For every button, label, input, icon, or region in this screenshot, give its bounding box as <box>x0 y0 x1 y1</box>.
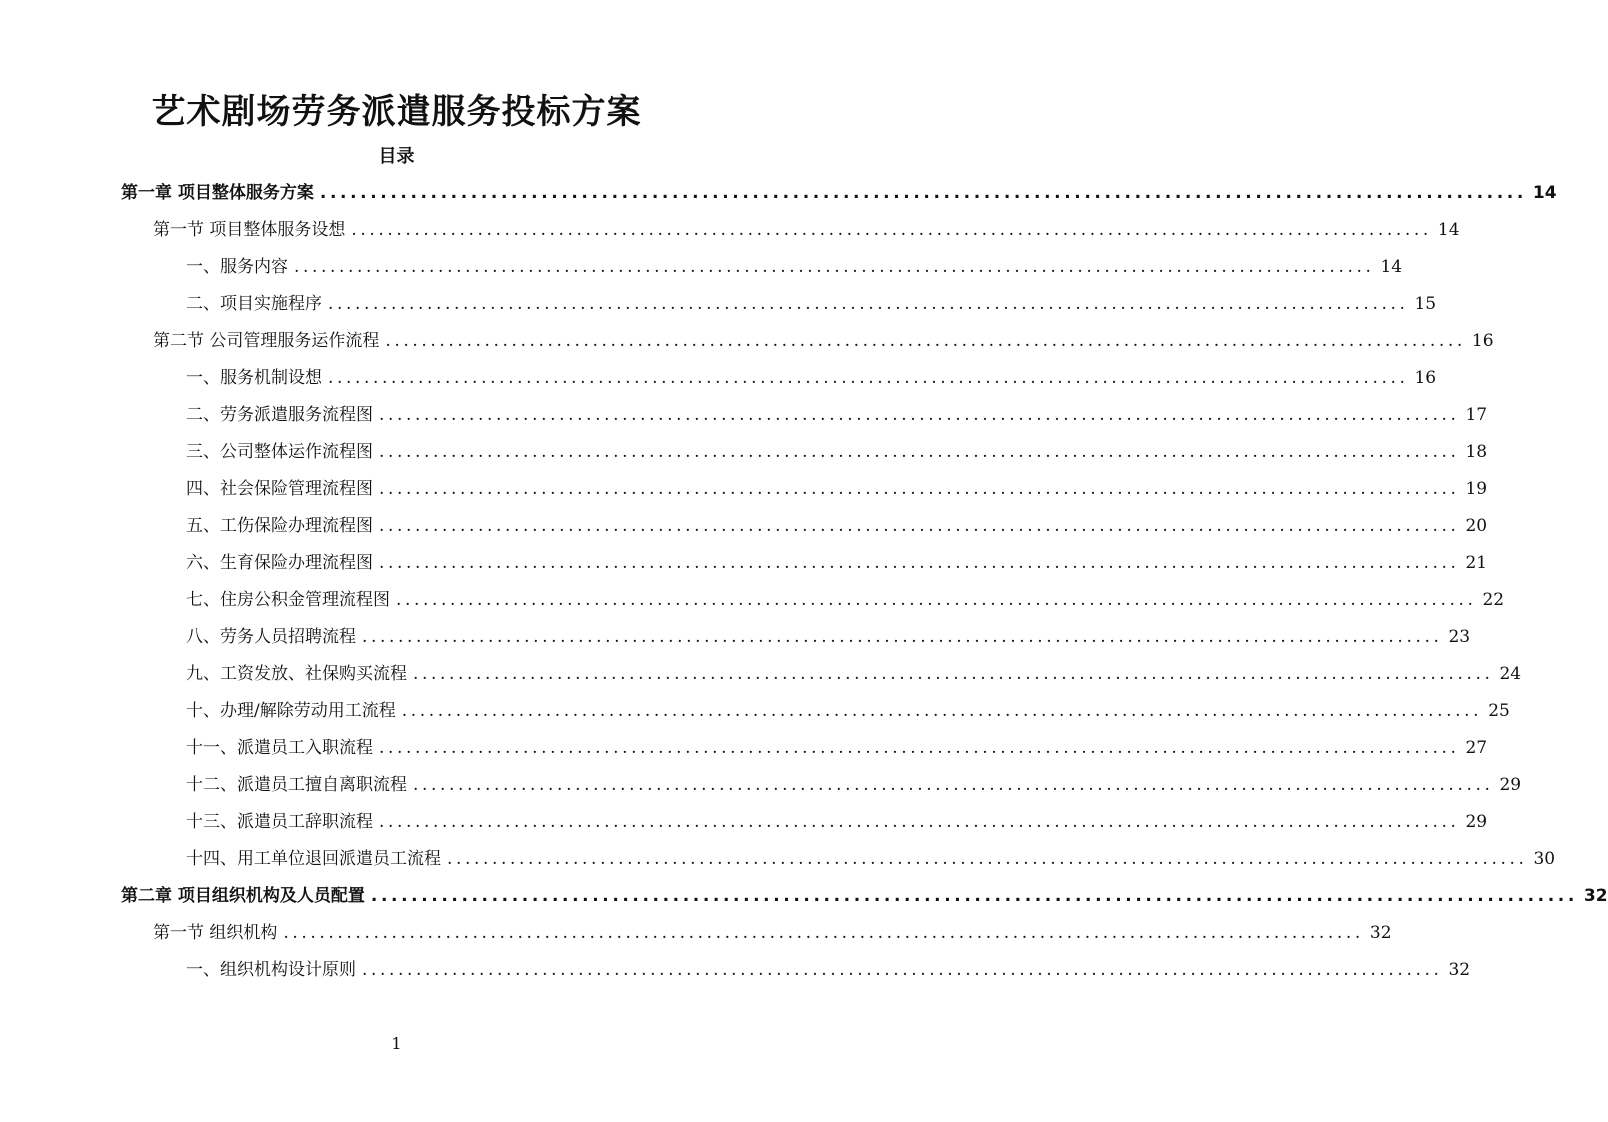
toc-entry-text: 第二章 项目组织机构及人员配置 <box>121 886 365 906</box>
toc-entry-text: 十四、用工单位退回派遣员工流程 <box>186 849 441 869</box>
toc-entry-page: 25 <box>1488 701 1510 721</box>
toc-entry-text: 二、项目实施程序 <box>186 294 322 314</box>
toc-entry-section[interactable] <box>153 212 1460 249</box>
toc-dot-leader: ........................................................................................................................ <box>294 257 1375 277</box>
toc-dot-leader: ........................................................................................................................ <box>328 294 1409 314</box>
toc-entry-page: 20 <box>1465 516 1488 536</box>
toc-entry-item[interactable] <box>186 730 1488 767</box>
toc-entry-text: 一、服务内容 <box>186 257 288 277</box>
toc-entry-text: 七、住房公积金管理流程图 <box>186 590 390 610</box>
toc-dot-leader: ........................................................................................................................ <box>328 368 1409 388</box>
toc-dot-leader: ........................................................................................................................ <box>379 553 1460 573</box>
toc-entry-section[interactable] <box>153 323 1494 360</box>
document-title: 艺术剧场劳务派遣服务投标方案 <box>151 92 642 132</box>
toc-entry-page: 14 <box>1380 257 1403 277</box>
toc-entry-item[interactable] <box>186 434 1488 471</box>
toc-entry-item[interactable] <box>186 508 1488 545</box>
toc-entry-text: 二、劳务派遣服务流程图 <box>186 405 373 425</box>
toc-entry-page: 32 <box>1448 960 1471 980</box>
toc-entry-item[interactable] <box>186 286 1437 323</box>
toc-entry-page: 32 <box>1369 923 1392 943</box>
toc-entry-item[interactable] <box>186 397 1488 434</box>
toc-entry-item[interactable] <box>186 841 1556 878</box>
toc-dot-leader: ........................................................................................................................ <box>379 479 1460 499</box>
toc-entry-text: 第一节 项目整体服务设想 <box>153 220 346 240</box>
toc-entry-page: 15 <box>1414 294 1437 314</box>
toc-entry-section[interactable] <box>153 915 1392 952</box>
toc-entry-item[interactable] <box>186 619 1471 656</box>
toc-entry-page: 16 <box>1471 331 1494 351</box>
toc-dot-leader: ........................................................................................................................ <box>351 220 1432 240</box>
toc-entry-page: 27 <box>1465 738 1488 758</box>
toc-entry-page: 19 <box>1465 479 1488 499</box>
toc-entry-item[interactable] <box>186 693 1510 730</box>
toc-entry-text: 第一章 项目整体服务方案 <box>121 183 314 203</box>
toc-dot-leader: ........................................................................................................................ <box>370 886 1578 906</box>
toc-dot-leader: ........................................................................................................................ <box>379 812 1460 832</box>
toc-entry-text: 九、工资发放、社保购买流程 <box>186 664 407 684</box>
toc-dot-leader: ........................................................................................................................ <box>396 590 1477 610</box>
toc-dot-leader: ........................................................................................................................ <box>379 405 1460 425</box>
toc-entry-text: 五、工伤保险办理流程图 <box>186 516 373 536</box>
toc-entry-item[interactable] <box>186 656 1522 693</box>
toc-dot-leader: ........................................................................................................................ <box>379 738 1460 758</box>
toc-entry-text: 第一节 组织机构 <box>153 923 278 943</box>
toc-entry-item[interactable] <box>186 249 1403 286</box>
toc-entry-page: 16 <box>1414 368 1437 388</box>
toc-entry-page: 22 <box>1482 590 1505 610</box>
toc-entry-page: 23 <box>1448 627 1471 647</box>
toc-entry-page: 24 <box>1499 664 1522 684</box>
toc-entry-page: 32 <box>1583 886 1608 906</box>
toc-dot-leader: ........................................................................................................................ <box>413 664 1494 684</box>
toc-entry-item[interactable] <box>186 804 1488 841</box>
toc-entry-item[interactable] <box>186 952 1471 989</box>
toc-heading: 目录 <box>378 146 415 167</box>
toc-entry-page: 29 <box>1499 775 1522 795</box>
page-number: 1 <box>391 1034 402 1053</box>
toc-dot-leader: ........................................................................................................................ <box>447 849 1528 869</box>
toc-entry-page: 14 <box>1532 183 1557 203</box>
toc-entry-chapter-1[interactable] <box>121 175 1557 212</box>
toc-dot-leader: ........................................................................................................................ <box>362 627 1443 647</box>
toc-entry-text: 六、生育保险办理流程图 <box>186 553 373 573</box>
toc-entry-text: 一、服务机制设想 <box>186 368 322 388</box>
toc-dot-leader: ........................................................................................................................ <box>401 701 1483 721</box>
toc-entry-text: 四、社会保险管理流程图 <box>186 479 373 499</box>
toc-entry-text: 第二节 公司管理服务运作流程 <box>153 331 380 351</box>
toc-dot-leader: ........................................................................................................................ <box>379 442 1460 462</box>
toc-entry-item[interactable] <box>186 360 1437 397</box>
toc-entry-text: 十一、派遣员工入职流程 <box>186 738 373 758</box>
toc-entry-page: 18 <box>1465 442 1488 462</box>
toc-entry-chapter-2[interactable] <box>121 878 1608 915</box>
toc-dot-leader: ........................................................................................................................ <box>413 775 1494 795</box>
toc-entry-item[interactable] <box>186 545 1488 582</box>
toc-entry-page: 17 <box>1465 405 1488 425</box>
toc-entry-text: 八、劳务人员招聘流程 <box>186 627 356 647</box>
toc-entry-text: 三、公司整体运作流程图 <box>186 442 373 462</box>
toc-dot-leader: ........................................................................................................................ <box>283 923 1364 943</box>
toc-entry-page: 21 <box>1465 553 1488 573</box>
toc-entry-text: 十、办理/解除劳动用工流程 <box>186 701 396 721</box>
toc-entry-page: 14 <box>1437 220 1460 240</box>
toc-dot-leader: ........................................................................................................................ <box>319 183 1527 203</box>
toc-entry-text: 十三、派遣员工辞职流程 <box>186 812 373 832</box>
toc-dot-leader: ........................................................................................................................ <box>379 516 1460 536</box>
toc-entry-text: 十二、派遣员工擅自离职流程 <box>186 775 407 795</box>
toc-entry-item[interactable] <box>186 767 1522 804</box>
toc-entry-item[interactable] <box>186 582 1505 619</box>
toc-entry-item[interactable] <box>186 471 1488 508</box>
toc-entry-text: 一、组织机构设计原则 <box>186 960 356 980</box>
toc-dot-leader: ........................................................................................................................ <box>385 331 1466 351</box>
toc-dot-leader: ........................................................................................................................ <box>362 960 1443 980</box>
toc-entry-page: 30 <box>1533 849 1556 869</box>
toc-entry-page: 29 <box>1465 812 1488 832</box>
